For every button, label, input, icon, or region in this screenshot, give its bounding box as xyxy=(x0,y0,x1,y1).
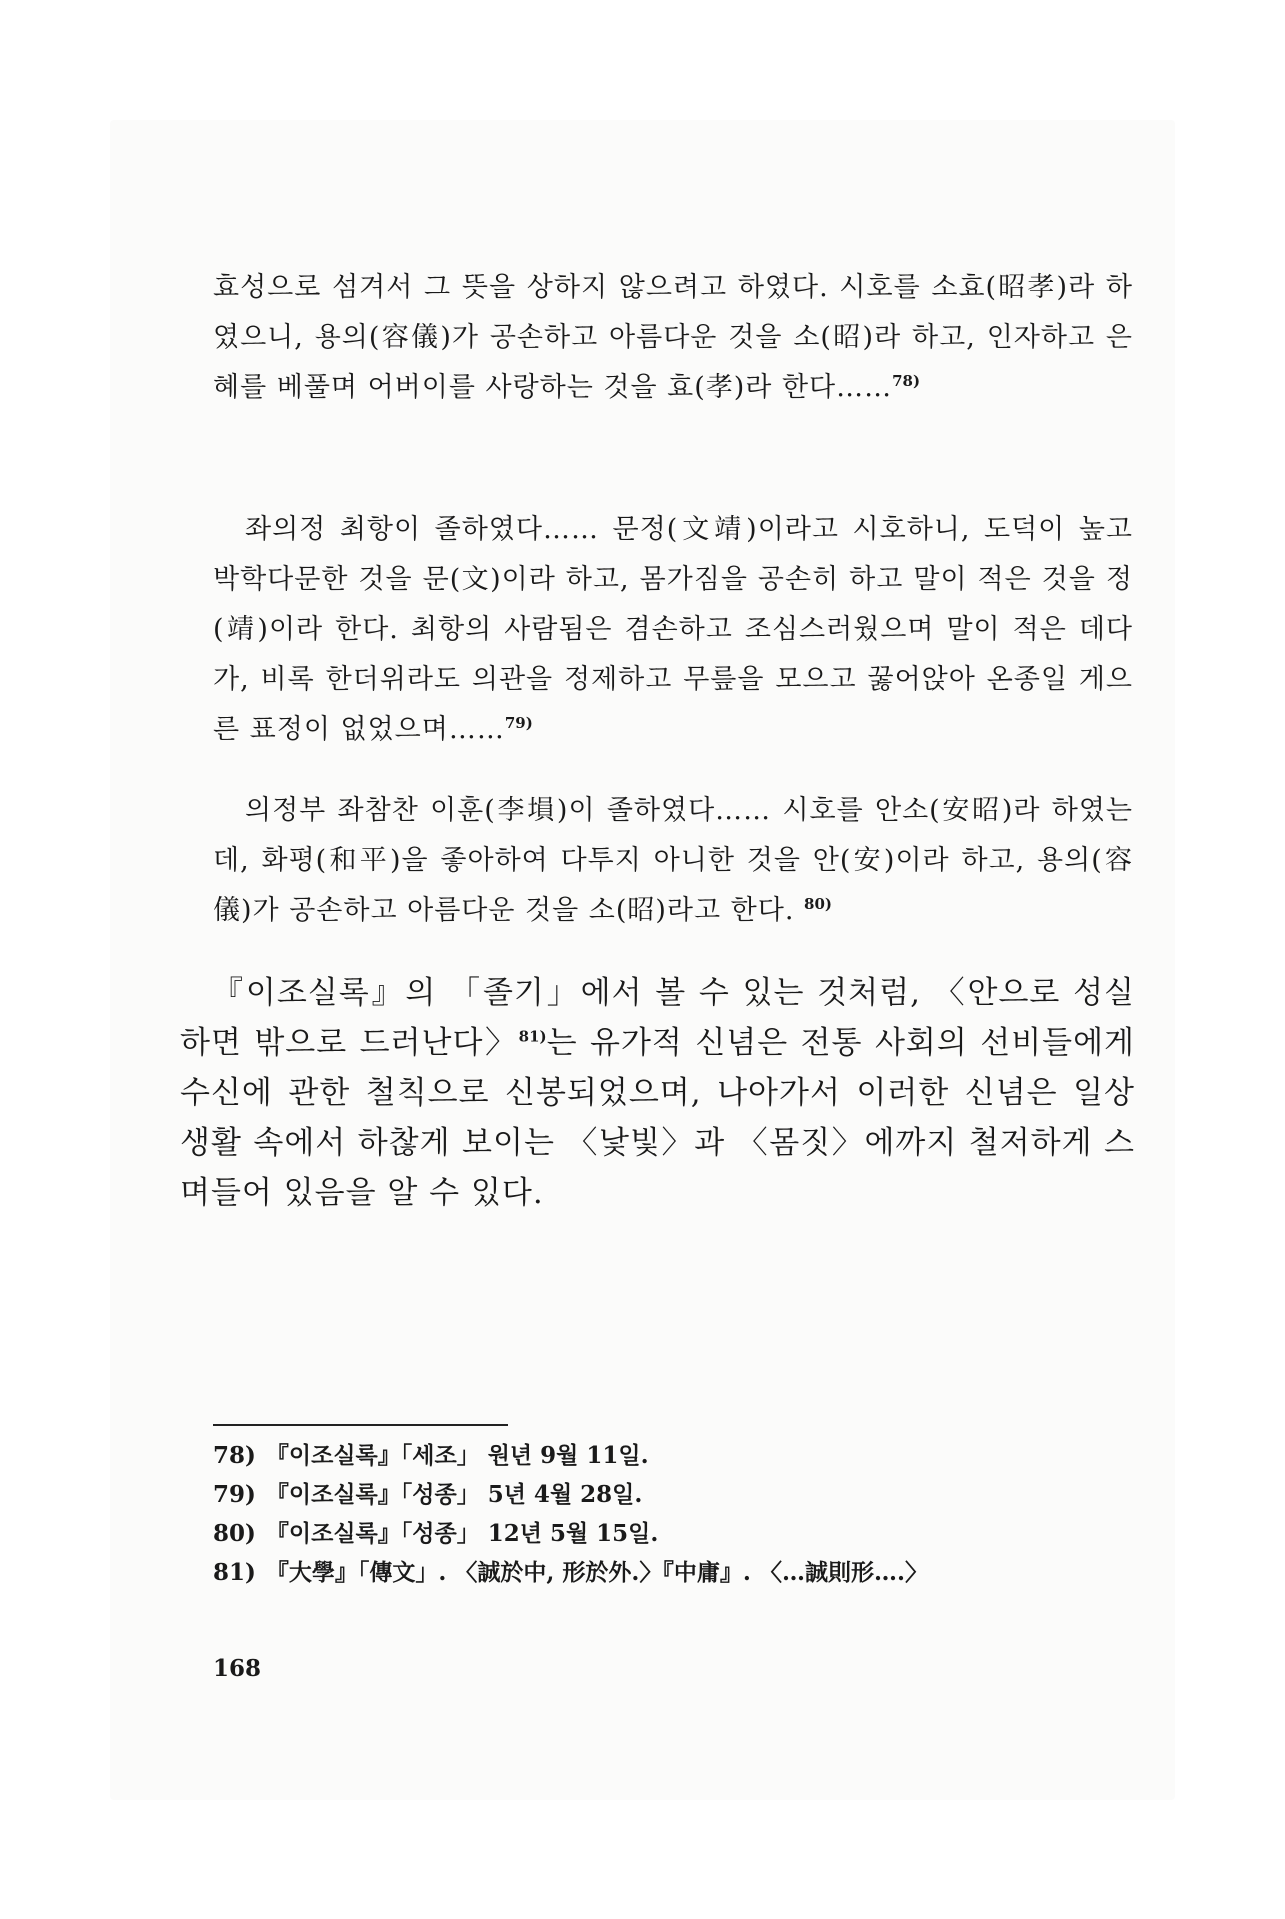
quote-block-3 xyxy=(213,786,1133,936)
footnote-text: 『이조실록』「성종」 5년 4월 28일. xyxy=(265,1481,643,1508)
footnote-ref: 81) xyxy=(518,1027,547,1046)
body-text xyxy=(180,968,1135,1218)
footnote-list xyxy=(213,1436,1113,1592)
page-number: 168 xyxy=(213,1655,262,1682)
quote-text: 효성으로 섬겨서 그 뜻을 상하지 않으려고 하였다. 시호를 소효(昭孝)라 하였으니, 용의(容儀)가 공손하고 아름다운 것을 소(昭)라 하고, 인자하고 은혜를 베풀며 어버이를 사랑하는 것을 효(孝)라 한다…… xyxy=(213,272,1133,403)
footnote-text: 『이조실록』「성종」 12년 5월 15일. xyxy=(265,1520,659,1547)
quote-text: 의정부 좌참찬 이훈(李塤)이 졸하였다…… 시호를 안소(安昭)라 하였는데, 화평(和平)을 좋아하여 다투지 아니한 것을 안(安)이라 하고, 용의(容儀)가 공손하고 아름다운 것을 소(昭)라고 한다. xyxy=(213,795,1133,926)
body-paragraph xyxy=(180,968,1135,1218)
footnote-text: 『이조실록』「세조」 원년 9월 11일. xyxy=(265,1442,649,1469)
quote-paragraph xyxy=(213,263,1133,413)
body-text-end: 는 유가적 신념은 전통 사회의 선비들에게 수신에 관한 철칙으로 신봉되었으며, 나아가서 이러한 신념은 일상 생활 속에서 하찮게 보이는 〈낯빛〉과 〈몸짓〉에까지 철저하게 스며들어 있음을 알 수 있다. xyxy=(180,1025,1135,1211)
quote-paragraph xyxy=(213,505,1133,755)
footnote-item xyxy=(213,1475,1113,1514)
footnote-number: 78) xyxy=(213,1442,256,1469)
footnote-number: 79) xyxy=(213,1481,256,1508)
footnote-item xyxy=(213,1553,1113,1592)
quote-text: 좌의정 최항이 졸하였다…… 문정(文靖)이라고 시호하니, 도덕이 높고 박학다문한 것을 문(文)이라 하고, 몸가짐을 공손히 하고 말이 적은 것을 정(靖)이라 한다. 최항의 사람됨은 겸손하고 조심스러웠으며 말이 적은 데다가, 비록 한더위라도 의관을 정제하고 무릎을 모으고 꿇어앉아 온종일 게으른 표정이 없었으며…… xyxy=(213,514,1133,745)
quote-paragraph xyxy=(213,786,1133,936)
body-text-start: 『이조실록』의 「졸기」에서 볼 수 있는 것처럼, 〈안으로 성실하면 밖으로 드러난다〉 xyxy=(180,975,1135,1061)
footnote-item xyxy=(213,1514,1113,1553)
footnote-ref: 78) xyxy=(892,372,921,390)
footnote-number: 80) xyxy=(213,1520,256,1547)
footnote-item xyxy=(213,1436,1113,1475)
quote-block-2 xyxy=(213,505,1133,755)
footnote-ref: 79) xyxy=(504,714,533,732)
quote-block-1 xyxy=(213,263,1133,413)
footnote-number: 81) xyxy=(213,1559,256,1586)
footnote-ref: 80) xyxy=(804,895,832,913)
footnote-divider xyxy=(213,1424,508,1426)
footnote-text: 『大學』「傳文」. 〈誠於中, 形於外.〉『中庸』. 〈…誠則形….〉 xyxy=(265,1559,928,1586)
